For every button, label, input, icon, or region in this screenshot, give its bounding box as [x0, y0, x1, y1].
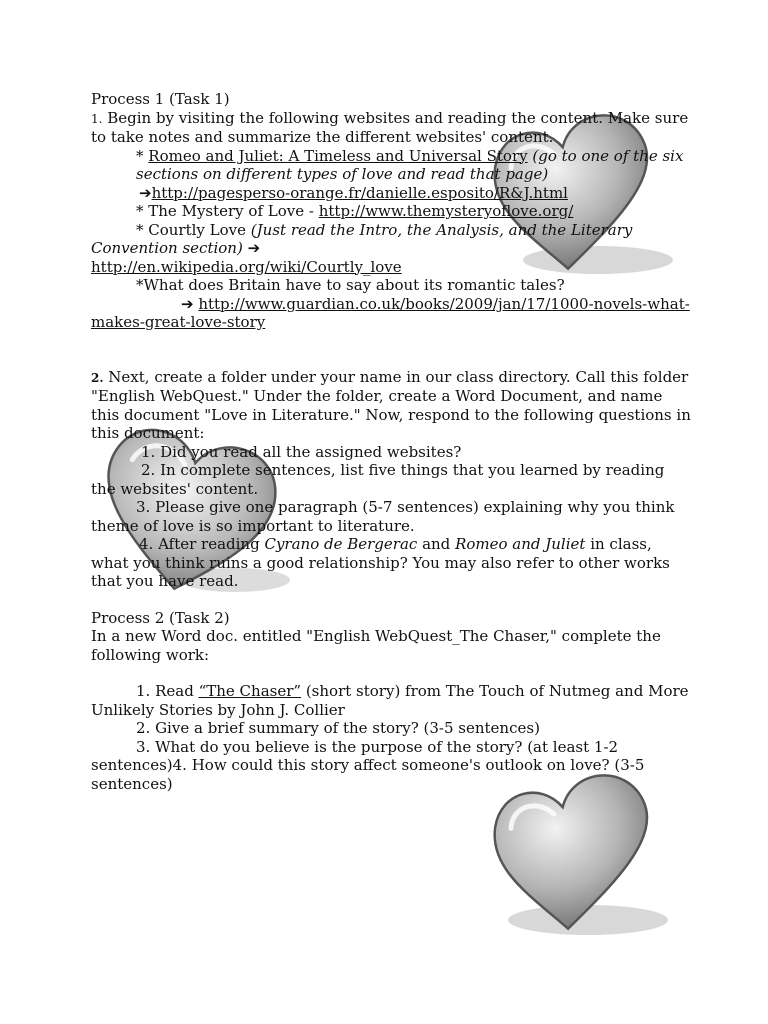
- arrow-icon: ➔: [181, 294, 199, 313]
- question-1: 1. Did you read all the assigned websites?: [141, 442, 462, 461]
- courtly-note: (Just read the Intro, the Analysis, and the Literary Convention section): [91, 220, 633, 257]
- task-3: [91, 738, 691, 794]
- romeo-title-link[interactable]: Romeo and Juliet: A Timeless and Universal Story: [148, 146, 528, 165]
- courtly-url-link[interactable]: http://en.wikipedia.org/wiki/Courtly_love: [91, 257, 402, 276]
- document-body: [91, 90, 691, 793]
- question-3: [91, 498, 691, 535]
- question-4: [91, 535, 691, 591]
- task-1: [91, 682, 691, 719]
- task-3-text: 3. What do you believe is the purpose of the story? (at least 1-2 sentences)4. How could this story affect someone's outlook on love? (3-5 sentences): [91, 737, 645, 793]
- step2-paragraph: [91, 368, 691, 443]
- step-number: 1.: [91, 111, 103, 126]
- resource-url-line: [91, 184, 691, 203]
- question-4-text: 4. After reading: [139, 535, 265, 553]
- mystery-text: * The Mystery of Love -: [136, 202, 319, 220]
- process2-intro: In a new Word doc. entitled "English WebQuest_The Chaser," complete the following work:: [91, 627, 661, 664]
- romeo-note: (go to one of the six sections on different types of love and read that page): [136, 146, 684, 183]
- task-1-rest: (short story) from The Touch of Nutmeg and More Unlikely Stories by John J. Collier: [91, 682, 689, 719]
- romeo-url-link[interactable]: http://pagesperso-orange.fr/danielle.esposito/R&J.html: [151, 183, 568, 202]
- courtly-text: * Courtly Love: [136, 220, 251, 239]
- cyrano-title: Cyrano de Bergerac: [264, 535, 418, 553]
- arrow-icon: ➔: [139, 183, 152, 202]
- guardian-url-link[interactable]: http://www.guardian.co.uk/books/2009/jan/17/1000-novels-what-makes-great-love-story: [91, 294, 690, 331]
- arrow-icon: ➔: [242, 239, 261, 257]
- mystery-url-link[interactable]: http://www.themysteryoflove.org/: [318, 202, 574, 220]
- bullet: *: [136, 146, 149, 165]
- romeo-title: Romeo and Juliet: [455, 535, 586, 553]
- resource-item-romeo: [91, 147, 691, 184]
- question-4-and: and: [417, 535, 456, 553]
- the-chaser-link[interactable]: “The Chaser”: [198, 682, 302, 700]
- question-3-text: 3. Please give one paragraph (5-7 sentences) explaining why you think theme of love is so important to literature.: [91, 498, 675, 535]
- britain-url-line: [91, 295, 691, 332]
- step1-text: Begin by visiting the following websites and reading the content. Make sure to take notes and summarize the different websites' content.: [91, 108, 689, 146]
- question-2: [91, 461, 691, 498]
- step1-paragraph: [91, 109, 691, 147]
- task-2: 2. Give a brief summary of the story? (3-5 sentences): [136, 719, 540, 737]
- question-4-rest: in class, what you think ruins a good relationship? You may also refer to other works that you have read.: [91, 535, 670, 590]
- task-1-text: 1. Read: [136, 682, 199, 700]
- process2-heading: Process 2 (Task 2): [91, 608, 230, 627]
- spacer: [91, 591, 691, 609]
- britain-question: *What does Britain have to say about its romantic tales?: [136, 276, 565, 294]
- resource-item-courtly: [91, 221, 691, 277]
- question-2-text: 2. In complete sentences, list five things that you learned by reading the websites' content.: [91, 461, 665, 498]
- step-number: 2.: [91, 370, 104, 385]
- process1-heading: Process 1 (Task 1): [91, 90, 230, 108]
- resource-item-mystery: [91, 202, 691, 221]
- spacer: [91, 664, 691, 682]
- step2-intro: Next, create a folder under your name in our class directory. Call this folder "English WebQuest." Under the folder, create a Word Document, and name this document "Love in Literature." Now, respond to the following questions in this document:: [91, 367, 691, 442]
- spacer: [91, 332, 691, 368]
